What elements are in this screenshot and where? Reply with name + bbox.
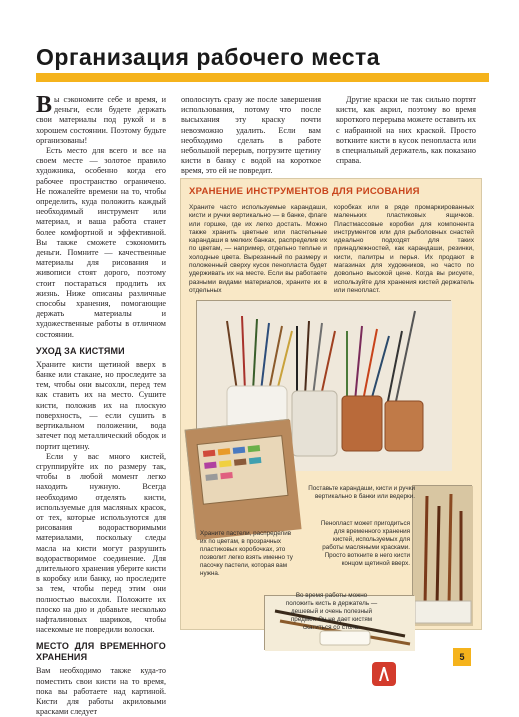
drop-cap: В (36, 92, 53, 118)
intro-paragraph: Вы сэкономите себе и время, и деньги, если будете держать свои материалы под рукой и в хорошем состоянии. Поэтому будьте организованы! (36, 92, 166, 145)
column-2 (181, 95, 321, 177)
sidebar-text-2: коробках или в ряде промаркированных маленьких пластиковых ящичков. Пластмассовые коробки для компонента инструментов или для рыболовных снастей идеально подходят для таких принадлежностей, как карандаши, резинки, кисти, палитры и перья. Их продают в магазинах для художников, но часто по довольно высокой цене. Когда вы рисуете, используйте для хранения кистей держатель или пенопласт. (334, 204, 474, 294)
pastel-box-illustration (186, 420, 302, 540)
paragraph: Вам необходимо также куда-то поместить свои кисти на то время, пока вы работаете над картиной. Кисти для работы акриловыми красками следует (36, 666, 166, 717)
paragraph: Если у вас много кистей, сгруппируйте их по размеру так, чтобы в любой момент легко находить нужную. Всегда необходимо отделять кисти, используемые для масляных красок, от тех, которые используются для рисования водорастворимыми материалами, поскольку следы масла на кисти могут разрушить водорастворимое соединение. Для длительного хранения уберите кисти в коробку или банку, но проследите за тем, чтобы перед этим они полностью высохли. Положите их плоско на дно и добавьте несколько нафталиновых шариков, чтобы насекомые не повредили волоски. (36, 451, 166, 635)
brush-holder-illustration (413, 486, 473, 626)
page-title: Организация рабочего места (36, 44, 381, 70)
photo-pastel-box (185, 419, 301, 539)
paragraph: Храните кисти щетиной вверх в банке или стакане, но проследите за тем, чтобы они высохли, перед тем как ставить их на место. Сушите кисти, положив их на плоскую поверхность, — если сушить в вертикальном положении, вода затечет под металлический ободок и портит щетину. (36, 359, 166, 451)
sidebar-text-1: Храните часто используемые карандаши, кисти и ручки вертикально — в банке, флаге или горшке, где их легко достать. Можно также хранить цветные или пастельные карандаши в мелких банках, распределив их по цветам, — например, отдельно теплые и холодные цвета. Вырезанный по размеру и положенный сверху кусок пенопласта будет удерживать их на месте. Если вы работаете разными видами материалов, храните их в отдельных (189, 204, 327, 294)
watermark-logo-icon (372, 662, 396, 686)
subhead-brush-care: УХОД ЗА КИСТЯМИ (36, 345, 125, 356)
caption-brush-rest: Во время работы можно положить кисть в держатель — дешевый и очень полезный предмет. Он не дает кистям скатиться со стола. (285, 592, 378, 631)
title-bar (36, 73, 489, 82)
page-number: 5 (453, 648, 471, 666)
paragraph: Другие краски не так сильно портят кисти, как акрил, поэтому во время короткого перерыва можете оставить их с набранной на них краской. Просто воткните кисти в кусок пенопласта или в специальный держатель, как показано справа. (336, 95, 476, 166)
caption-pencil-jars: Поставьте карандаши, кисти и ручки вертикально в банки или ведерки. (308, 485, 415, 500)
subhead-temporary-storage: МЕСТО ДЛЯ ВРЕМЕННОГО ХРАНЕНИЯ (36, 641, 166, 663)
paragraph: Есть место для всего и все на своем месте — золотое правило художника, особенно когда его рабочее пространство ограничено. Не пожалейте времени на то, чтобы определить, куда положить каждый необходимый инструмент или материал, и ваша работа станет более комфортной и эффективной. Вы также сможете сэкономить деньги. Помните — качественные материалы для рисования и живописи стоят дорого, поэтому стоит постараться продлить их жизнь. Ниже описаны различные способы хранения, помогающие держать материалы и художественные работы в отличном состоянии. (36, 146, 166, 339)
caption-pastels: Храните пастели, распределив их по цветам, в прозрачных пластиковых коробочках, это позволит легко взять именно ту пасочку пастели, которая вам нужна. (200, 530, 293, 577)
paragraph: ополоснуть сразу же после завершения использования, потому что после высыхания эту краску почти невозможно удалить. Если вам необходимо сделать в работе небольшой перерыв, погрузите щетину кисти в банку с водой на короткое время, это ей не повредит. (181, 95, 321, 176)
logo-glyph (372, 662, 396, 686)
photo-brush-foam-holder (412, 485, 472, 625)
column-3 (336, 95, 476, 166)
caption-foam-holder: Пенопласт может пригодиться для временного хранения кистей, используемых для работы масляными красками. Просто воткните в него кисти концом щетиной вверх. (320, 520, 410, 567)
sidebar-heading: ХРАНЕНИЕ ИНСТРУМЕНТОВ ДЛЯ РИСОВАНИЯ (189, 186, 420, 197)
column-1 (36, 92, 166, 717)
